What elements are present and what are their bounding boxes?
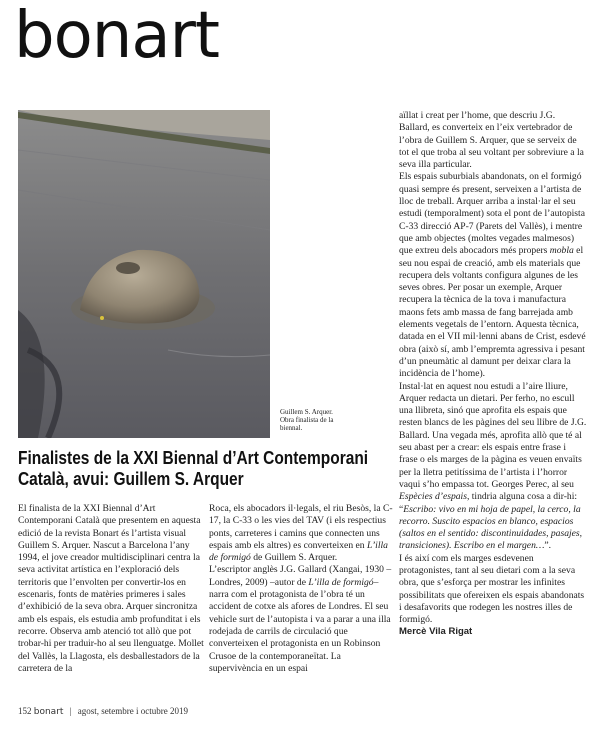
headline-line-1: Finalistes de la XXI Biennal d’Art Contemporani [18,448,369,468]
paragraph: L’escriptor anglès J.G. Gallard (Xangai, 1930 – Londres, 2009) –autor de L’illa de formigó– narra com el protagonista de l’obra té un accident de cotxe als afores de Londres. El seu vehicle surt de l’autopista i va a parar a una illa rodejada de carrils de circulació que converteixen el protagonista en un Robinson Crusoe de la contemporaneïtat. La supervivència en un espai [209,564,392,674]
page-number: 152 [18,706,32,716]
paragraph: Els espais suburbials abandonats, on el formigó quasi sempre és present, serveixen a l’artista de lloc de treball. Arquer arriba a instal·lar el seu estudi (temporalment) sota el pont de l’autopista C-33 direcció AP-7 (Parets del Vallès), i mentre que amb objectes (moltes vegades malmesos) que extreu dels abocadors més propers mobla el seu nou espai de creació, amb els materials que recupera dels voltants configura algunes de les seves obres. Per posar un exemple, Arquer recupera la tècnica de la tova i manufactura maons fets amb massa de fang barrejada amb elements vegetals de l’entorn. Aquesta tècnica, datada en el VII mil·lenni abans de Crist, esdevé obra (això sí, amb l’empremta agressiva i pesant d’un pneumàtic al damunt per deixar clara la incidència de l’home). [399,171,586,380]
footer-brand: bonart [33,707,64,717]
column-1-text: El finalista de la XXI Biennal d’Art Contemporani Català que presentem en aquesta edició de la revista Bonart és l’artista visual Guillem S. Arquer. Nascut a Barcelona l’any 1994, el jove creador multidisciplinari centra la seva activitat artística en l’exploració dels territoris que l’envolten per convertir-los en escenaris, fonts de matèries primeres i sales d’exhibició de la seva obra. Arquer sincronitza amb els espais, els estudia amb profunditat i els recorre. Observa amb atenció tot allò que pot trobar-hi per traduir-ho al seu llenguatge. Mollet del Vallès, la Llagosta, els desballestadors de la carretera de la [18,503,204,674]
article-headline [18,448,369,490]
article-column-2 [209,503,394,675]
paragraph: Instal·lat en aquest nou estudi a l’aire lliure, Arquer redacta un dietari. Per ferho, no escull una llibreta, sinó que aprofita els espais que resten blancs de les pàgines del seu llibre de J.G. Ballard. Una vegada més, aprofita allò que té al seu abast per a crear: els espais entre frase i frase o els marges de la pàgina es veuen envaïts per la lletra petitíssima de l’artista i l’horror vaqui s’ho empassa tot. Georges Perec, al seu Espècies d’espais, tindria alguna cosa a dir-hi: “Escribo: vivo en mi hoja de papel, la cerco, la recorro. Suscito espacios en blanco, espacios (saltos en el sentido: discontinuidades, pasajes, transiciones). Escribo en el margen…”. [399,380,587,552]
photo-caption: Guillem S. Arquer. Obra finalista de la biennal. [280,408,334,432]
article-column-3 [399,110,587,639]
article-column-1 [18,503,204,675]
paragraph: aïllat i creat per l’home, que descriu J.G. Ballard, es converteix en l’eix vertebrador de l’obra de Guillem S. Arquer, que se serveix de tot el que troba al seu voltant per sobreviure a la seva illa particular. [399,110,584,171]
magazine-logo: bonart [14,0,219,73]
article-author: Mercè Vila Rigat [399,626,473,638]
paragraph: I és així com els marges esdevenen protagonistes, tant al seu dietari com a la seva obra, que s’esforça per mostrar les infinites possibilitats que ofereixen els espais abandonats i desafavorits que rodegen les nostres illes de formigó. [399,552,585,626]
paragraph: Roca, els abocadors il·legals, el riu Besòs, la C-17, la C-33 o les vies del TAV (i els respectius ponts, carreteres i camins que connecten uns espais amb els altres) es converteixen en L’illa de formigó de Guillem S. Arquer. [209,503,393,564]
issue-date: agost, setembre i octubre 2019 [77,706,188,716]
headline-line-2: Català, avui: Guillem S. Arquer [18,469,244,489]
page-footer [18,706,188,717]
artwork-photo [18,110,270,438]
footer-separator: | [69,706,72,716]
